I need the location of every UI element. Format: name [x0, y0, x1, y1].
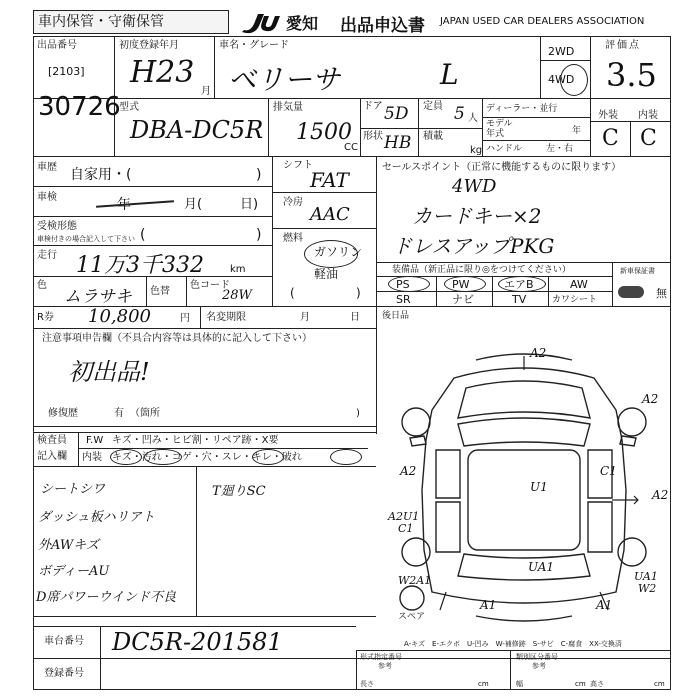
category-label: 類別区分番号 [516, 653, 558, 661]
height-unit: cm [654, 680, 665, 688]
fuel-bracket-close: ) [356, 286, 361, 300]
r-value: 10,800 [88, 306, 151, 327]
model-name-label: 車名・グレード [219, 40, 289, 51]
drive-2wd: 2WD [548, 45, 575, 58]
notes-value: 初出品! [68, 358, 150, 386]
inspector-label-1: 検査員 [37, 435, 67, 446]
circle-int-yabure [330, 449, 362, 465]
score-value: 3.5 [606, 56, 657, 94]
equip-tv: TV [512, 293, 527, 306]
color-value: ムラサキ [64, 287, 132, 307]
warranty-scribble [618, 286, 644, 298]
type-label: 型式 [119, 102, 139, 113]
repair-place: （箇所 [130, 408, 160, 419]
capacity-unit: 人 [468, 113, 478, 124]
score-label: 評価点 [605, 40, 641, 51]
length-label: 長さ [360, 680, 374, 688]
sales-point-1: 4WD [452, 176, 497, 197]
damage-mark-left-rear-c: C1 [398, 522, 414, 535]
equip-navi: ナビ [452, 293, 474, 306]
name-change-day: 日 [350, 312, 360, 323]
warranty-value: 無 [656, 287, 667, 300]
damage-mark-right-rear-wheel: UA1 [634, 570, 658, 583]
dealer-label: ディーラー・並行 [486, 104, 558, 114]
equip-airbag-circle [498, 276, 546, 292]
name-change-label: 名変期限 [206, 312, 246, 323]
history-label: 車歴 [37, 162, 57, 173]
drive-4wd-circle [560, 64, 588, 96]
int-label: 内装 [638, 110, 658, 121]
form-title: 出品申込書 [340, 16, 425, 36]
sales-points-label: セールスポイント（正常に機能するものに限ります） [382, 162, 622, 173]
shape-value: HB [384, 133, 412, 153]
fuel-bracket-open: ( [290, 286, 295, 300]
accept-note: 車検付きの場合記入して下さい [37, 235, 135, 243]
equip-ps-circle [388, 276, 430, 292]
equip-pw: PW [452, 278, 470, 291]
registration-label: 登録番号 [44, 668, 84, 679]
inspector-note-5: D席パワーウインド不良 [36, 590, 177, 605]
name-change-month: 月 [300, 312, 310, 323]
form-ref: 参考 [378, 662, 392, 670]
inspector-note-1: シートシワ [40, 482, 106, 497]
damage-mark-left-front: A2 [400, 464, 417, 478]
inspection-label: 車検 [37, 192, 57, 203]
damage-mark-left-rear-wheel: W2A1 [398, 574, 432, 587]
chassis-value: DC5R-201581 [112, 628, 283, 656]
inspector-ext-tag: F.W [86, 435, 104, 446]
inspector-note-6: T廻りSC [212, 484, 266, 499]
disp-unit: CC [344, 142, 358, 153]
capacity-label: 定員 [423, 101, 443, 112]
r-unit: 円 [180, 313, 190, 324]
inspection-month: 月( [184, 197, 203, 212]
equip-ps: PS [396, 278, 410, 291]
model-year-unit: 年 [572, 126, 582, 136]
ext-value: C [602, 126, 619, 151]
circle-int-kizu [110, 449, 142, 465]
equip-airbag: エアB [504, 278, 534, 291]
chassis-label: 車台番号 [44, 636, 84, 647]
damage-legend: A-キズ E-エクボ U-凹み W-補修跡 S-サビ C-腐食 XX-交換済 [404, 640, 622, 648]
first-reg-month-suffix: 月 [201, 86, 211, 97]
grade-value: L [440, 58, 459, 91]
damage-mark-rear-window: UA1 [528, 560, 555, 574]
disp-value: 1500 [296, 120, 352, 145]
inspector-ext-items: キズ・凹み・ヒビ割・リペア跡・X要 [112, 435, 279, 446]
repair-close: ) [356, 408, 360, 419]
ac-value: AAC [310, 204, 350, 225]
equipment-label: 装備品（新正品に限り◎をつけてください） [392, 265, 571, 275]
lot-number: 30726 [38, 92, 121, 122]
mileage-value: 11万3千332 [76, 253, 204, 278]
handle-options: 左・右 [546, 144, 574, 154]
inspector-int-tag: 内装 [82, 452, 102, 463]
inspector-label-2: 記入欄 [37, 451, 67, 462]
repair-label: 修復歴 [48, 408, 78, 419]
notes-label: 注意事項申告欄（不具合内容等は具体的に記入して下さい） [42, 333, 312, 344]
drive-4wd: 4WD [548, 73, 575, 86]
mileage-unit: km [230, 264, 246, 275]
fuel-label: 燃料 [283, 233, 303, 244]
equip-leather: カワシート [552, 295, 598, 305]
length-unit: cm [478, 680, 489, 688]
load-unit: kg [470, 145, 483, 156]
first-reg-value: H23 [130, 55, 195, 90]
ac-label: 冷房 [283, 197, 303, 208]
inspector-note-2: ダッシュ板ハリアト [38, 510, 155, 525]
model-year-label-1: モデル [486, 119, 513, 129]
circle-int-sure [252, 449, 284, 465]
damage-mark-front-bumper: A2 [530, 346, 547, 360]
handle-label: ハンドル [486, 144, 523, 154]
org-name: 愛知 [286, 14, 319, 33]
inspector-int-items: キズ・汚れ・コゲ・穴・スレ・キレ・破れ [112, 452, 302, 463]
equip-sr: SR [396, 293, 411, 306]
fuel-value-2: 軽油 [314, 267, 339, 281]
spare-label: スペア [398, 612, 426, 622]
door-label: ドア [363, 101, 383, 112]
damage-mark-roof: U1 [530, 480, 548, 494]
inspection-day: 日) [240, 197, 259, 212]
history-value: 自家用・( [70, 167, 132, 183]
accept-bracket-open: ( [140, 227, 146, 243]
height-label: 高さ [590, 680, 604, 688]
later-items-label: 後日品 [382, 311, 410, 321]
equip-aw: AW [570, 278, 588, 291]
damage-mark-rear-right: A1 [596, 598, 613, 612]
width-unit: cm [575, 680, 586, 688]
int-value: C [640, 126, 657, 151]
damage-mark-rear-left: A1 [480, 598, 497, 612]
r-label: R券 [37, 312, 54, 323]
storage-tag-text: 車内保管・守衛保管 [38, 14, 164, 30]
width-label: 幅 [516, 680, 523, 688]
equip-pw-circle [444, 276, 486, 292]
damage-mark-right-door: C1 [600, 464, 617, 478]
warranty-label: 新車保証書 [620, 267, 655, 275]
shift-label: シフト [283, 160, 313, 171]
accept-bracket-close: ) [256, 227, 262, 243]
sales-point-2: カードキー×2 [412, 204, 542, 228]
org-english: JAPAN USED CAR DEALERS ASSOCIATION [440, 16, 645, 27]
storage-tag [33, 10, 229, 34]
ext-label: 外装 [598, 110, 618, 121]
damage-mark-right-rear: A2 [652, 488, 669, 502]
sales-point-3: ドレスアップPKG [392, 234, 555, 258]
history-close: ) [256, 167, 262, 183]
capacity-value: 5 [454, 104, 465, 124]
model-name-value: ベリーサ [228, 63, 341, 96]
inspector-note-4: ボディーAU [38, 564, 110, 579]
color-code-label: 色コード [190, 280, 230, 291]
repair-value: 有 [114, 408, 124, 419]
color-code-value: 28W [222, 288, 252, 303]
circle-int-yogore [144, 449, 182, 465]
lot-label: 出品番号 [37, 40, 77, 51]
accept-label: 受検形態 [37, 221, 77, 232]
category-ref: 参考 [532, 662, 546, 670]
load-label: 積載 [423, 131, 443, 142]
disp-label: 排気量 [273, 102, 303, 113]
damage-mark-right-rear-wheel-w: W2 [638, 582, 657, 595]
fuel-value-1: ガソリン [314, 245, 363, 259]
fuel-circle [304, 240, 358, 268]
shift-value: FAT [310, 168, 349, 192]
model-year-label-2: 年式 [486, 129, 505, 139]
shape-label: 形状 [363, 131, 383, 142]
lot-code: [2103] [48, 65, 85, 78]
first-reg-label: 初度登録年月 [119, 40, 179, 51]
damage-mark-left-rear: A2U1 [388, 510, 420, 523]
form-number-label: 形式指定番号 [360, 653, 402, 661]
color-label: 色 [37, 280, 47, 291]
inspector-note-3: 外AWキズ [38, 538, 99, 553]
type-value: DBA-DC5R [130, 116, 264, 144]
color-change-label: 色替 [150, 286, 170, 297]
door-value: 5D [384, 104, 409, 124]
mileage-label: 走行 [37, 250, 57, 261]
damage-mark-front-right: A2 [642, 392, 659, 406]
